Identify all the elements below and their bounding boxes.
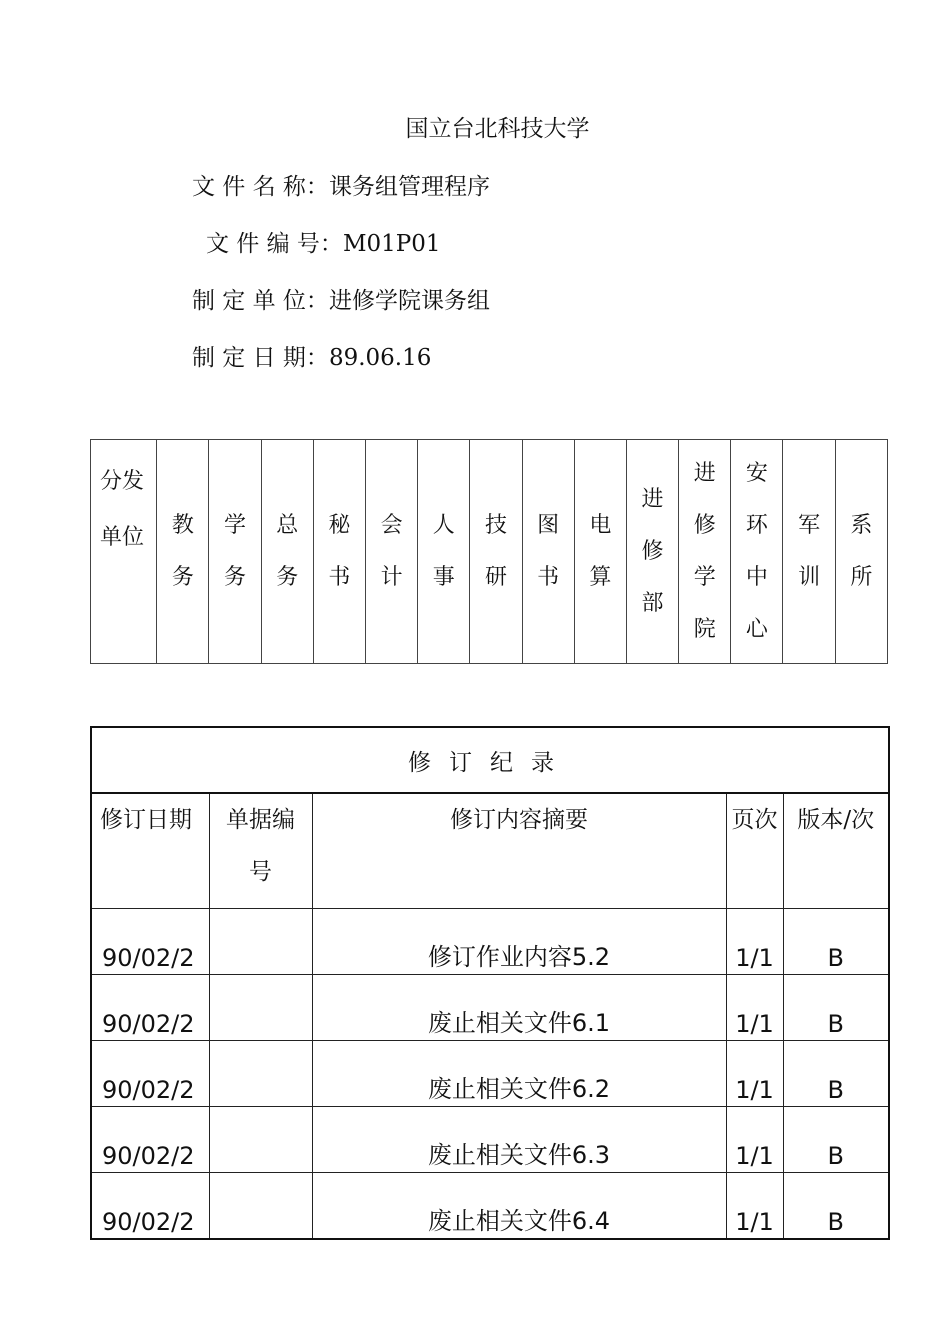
header-summary: 修订内容摘要: [312, 793, 726, 909]
distribution-table: [90, 439, 888, 664]
cell-version: B: [783, 909, 889, 975]
table-row: [91, 1107, 889, 1173]
distribution-unit: 图书: [537, 512, 560, 590]
distribution-unit-cell: [470, 440, 522, 664]
cell-version: B: [783, 975, 889, 1041]
meta-value: 课务组管理程序: [328, 174, 490, 200]
meta-label: 文 件 编 号：: [206, 231, 343, 257]
cell-date: 90/02/2: [91, 975, 209, 1041]
meta-label: 制 定 单 位：: [192, 288, 329, 314]
distribution-unit: 秘书: [328, 512, 351, 590]
cell-date: 90/02/2: [91, 1173, 209, 1240]
meta-unit: [192, 282, 490, 315]
cell-page: 1/1: [726, 1107, 783, 1173]
distribution-label-cell: [91, 440, 157, 664]
cell-date: 90/02/2: [91, 909, 209, 975]
table-row: [91, 975, 889, 1041]
distribution-unit-cell: [783, 440, 835, 664]
meta-value: 进修学院课务组: [328, 288, 490, 314]
cell-version: B: [783, 1173, 889, 1240]
header-version: 版本/次: [783, 793, 889, 909]
distribution-label: 分发单位: [100, 469, 145, 550]
distribution-unit: 进修学院: [693, 460, 716, 642]
cell-date: 90/02/2: [91, 1107, 209, 1173]
distribution-unit-cell: [522, 440, 574, 664]
cell-doc-number: [209, 909, 312, 975]
header-page: 页次: [726, 793, 783, 909]
distribution-unit: 安环中心: [745, 460, 768, 642]
meta-value: M01P01: [342, 231, 441, 257]
cell-date: 90/02/2: [91, 1041, 209, 1107]
cell-version: B: [783, 1041, 889, 1107]
cell-doc-number: [209, 1107, 312, 1173]
cell-page: 1/1: [726, 1173, 783, 1240]
table-row: [91, 909, 889, 975]
distribution-unit-cell: [835, 440, 887, 664]
meta-label: 制 定 日 期：: [192, 345, 329, 371]
table-row: [91, 1041, 889, 1107]
distribution-unit: 进修部: [641, 486, 664, 616]
cell-summary: 修订作业内容5.2: [312, 909, 726, 975]
distribution-unit: 电算: [589, 512, 612, 590]
distribution-unit: 教务: [171, 512, 194, 590]
meta-date: [192, 339, 431, 372]
distribution-unit: 总务: [276, 512, 299, 590]
header-revision-date: 修订日期: [91, 793, 209, 909]
cell-page: 1/1: [726, 975, 783, 1041]
cell-summary: 废止相关文件6.1: [312, 975, 726, 1041]
distribution-unit-cell: [313, 440, 365, 664]
distribution-unit-cell: [157, 440, 209, 664]
cell-doc-number: [209, 1173, 312, 1240]
distribution-unit-cell: [626, 440, 678, 664]
cell-doc-number: [209, 1041, 312, 1107]
cell-summary: 废止相关文件6.2: [312, 1041, 726, 1107]
revision-caption: 修订纪录: [91, 727, 889, 793]
revision-table: [90, 726, 890, 1240]
distribution-unit-cell: [209, 440, 261, 664]
meta-file-name: [192, 168, 490, 201]
distribution-unit: 军训: [798, 512, 821, 590]
cell-summary: 废止相关文件6.3: [312, 1107, 726, 1173]
table-row: [91, 1173, 889, 1240]
meta-value: 89.06.16: [328, 345, 432, 371]
meta-label: 文 件 名 称：: [192, 174, 329, 200]
distribution-unit-cell: [731, 440, 783, 664]
distribution-unit: 技研: [484, 512, 507, 590]
distribution-unit-cell: [261, 440, 313, 664]
cell-summary: 废止相关文件6.4: [312, 1173, 726, 1240]
distribution-unit: 学务: [224, 512, 247, 590]
header-doc-number-text: 单据编号: [226, 807, 295, 885]
distribution-unit: 会计: [380, 512, 403, 590]
distribution-unit-cell: [679, 440, 731, 664]
cell-page: 1/1: [726, 1041, 783, 1107]
distribution-unit: 系所: [850, 512, 873, 590]
distribution-unit-cell: [574, 440, 626, 664]
cell-version: B: [783, 1107, 889, 1173]
header-doc-number: [209, 793, 312, 909]
cell-doc-number: [209, 975, 312, 1041]
distribution-unit-cell: [365, 440, 417, 664]
distribution-unit-cell: [418, 440, 470, 664]
cell-page: 1/1: [726, 909, 783, 975]
meta-file-number: [206, 225, 441, 258]
document-title: 国立台北科技大学: [405, 116, 590, 142]
distribution-unit: 人事: [432, 512, 455, 590]
